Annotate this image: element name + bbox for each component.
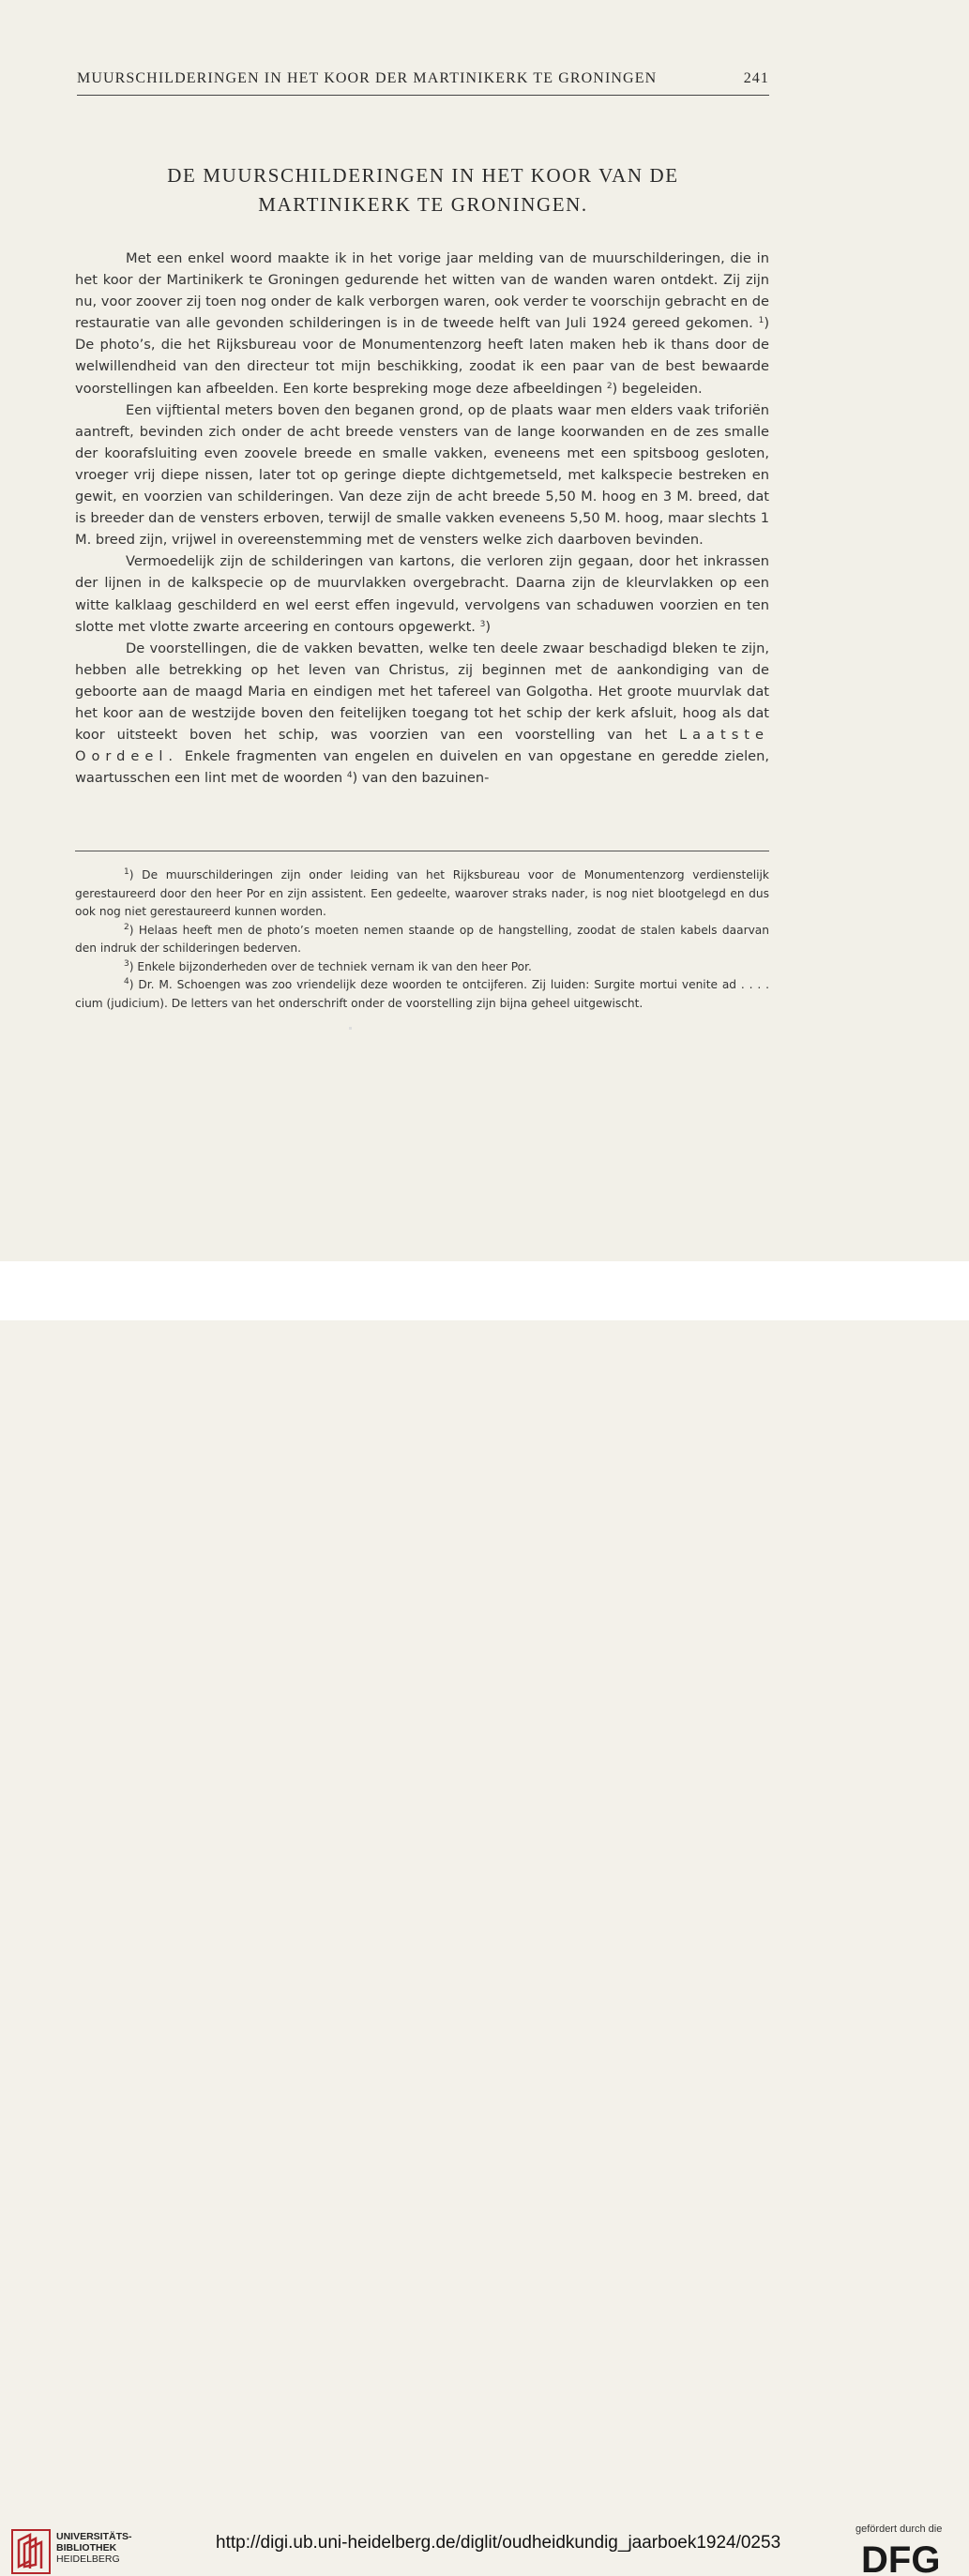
title-line-1: DE MUURSCHILDERINGEN IN HET KOOR VAN DE — [167, 164, 679, 187]
footnote-ref: 4 — [346, 771, 353, 781]
body-text — [75, 248, 769, 789]
page-number: 241 — [743, 70, 769, 86]
running-title: MUURSCHILDERINGEN IN HET KOOR DER MARTINIKERK TE GRONINGEN — [77, 70, 658, 86]
library-name: UNIVERSITÄTS- BIBLIOTHEK HEIDELBERG — [56, 2531, 132, 2565]
scan-speck — [349, 1027, 352, 1030]
scanned-page — [0, 0, 969, 1261]
footnote-3: $^3$) Enkele bijzonderheden over de techniek vernam ik van den heer Por. — [124, 958, 532, 973]
footnote-2: $^2$) Helaas heeft men de photo’s moeten nemen staande op de hangstelling, zoodat de stalen kabels daarvan den indruk der schilderingen bederven. — [75, 922, 769, 955]
article-title — [77, 161, 769, 219]
running-head — [77, 70, 769, 87]
dfg-logo-text: DFG — [861, 2540, 941, 2576]
footer-bar — [0, 1261, 969, 2576]
footnote-ref: 3 — [479, 619, 486, 629]
footnotes — [75, 866, 769, 1013]
footnote-ref: 2 — [606, 381, 613, 391]
library-logo-icon[interactable] — [11, 2529, 51, 2574]
footnote-ref: 1 — [758, 316, 765, 326]
source-url-link[interactable]: http://digi.ub.uni-heidelberg.de/diglit/oudheidkundig_jaarboek1924/0253 — [216, 2533, 781, 2553]
header-rule — [77, 95, 769, 96]
dfg-logo-icon[interactable] — [861, 2540, 957, 2576]
title-line-2: MARTINIKERK TE GRONINGEN. — [258, 193, 588, 216]
paragraph-3: Vermoedelijk zijn de schilderingen van kartons, die verloren zijn gegaan, door het inkrassen der lijnen in de kalkspecie op de muurvlakken overgebracht. Daarna zijn de kleurvlakken op een witte kalklaag geschilderd en wel eerst effen ingevuld, vervolgens van schaduwen voorzien en ten slotte met vlotte zwarte arceering en contours opgewerkt. $^3$) — [75, 553, 769, 635]
spaced-emphasis: Laatste Oordeel. — [75, 727, 769, 765]
paragraph-2: Een vijftiental meters boven den beganen grond, op de plaats waar men elders vaak triforiën aantreft, bevinden zich onder de acht breede vensters van de lange koorwanden en de zes smalle der koorafsluiting even zoovele breede en smalle vakken, eveneens met een spitsboog gesloten, vroeger vrij diepe nissen, later tot op geringe diepte dichtgemetseld, met kalkspecie bestreken en gewit, en voorzien van schilderingen. Van deze zijn de acht breede 5,50 M. hoog en 3 M. breed, dat is breeder dan de vensters erboven, terwijl de smalle vakken eveneens 5,50 M. hoog, maar slechts 1 M. breed zijn, vrijwel in overeenstemming met de vensters welke zich daarboven bevinden. — [75, 401, 769, 549]
footnote-1: $^1$) De muurschilderingen zijn onder leiding van het Rijksbureau voor de Monumentenzorg verdienstelijk gerestaureerd door den heer Por en zijn assistent. Een gedeelte, waarover straks nader, is nog niet blootgelegd en dus ook nog niet gerestaureerd kunnen worden. — [75, 867, 769, 918]
footnote-4: $^4$) Dr. M. Schoengen was zoo vriendelijk deze woorden te ontcijferen. Zij luiden: Surgite mortui venite ad . . . . cium (judicium). De letters van het onderschrift onder de voorstelling zijn bijna geheel uitgewischt. — [75, 977, 769, 1010]
paragraph-1: Met een enkel woord maakte ik in het vorige jaar melding van de muurschilderingen, die in het koor der Martinikerk te Groningen gedurende het witten van de wanden waren ontdekt. Zij zijn nu, voor zoover zij toen nog onder de kalk verborgen waren, ook verder te voorschijn gebracht en de restauratie van alle gevonden schilderingen is in de tweede helft van Juli 1924 gereed gekomen. $^1$) De photo’s, die het Rijksbureau voor de Monumentenzorg heeft laten maken heb ik thans door de welwillendheid van den directeur tot mijn beschikking, zoodat ik een paar van de best bewaarde voorstellingen kan afbeelden. Een korte bespreking moge deze afbeeldingen $^2$) begeleiden. — [75, 250, 770, 397]
paragraph-4: De voorstellingen, die de vakken bevatten, welke ten deele zwaar beschadigd bleken te zijn, hebben alle betrekking op het leven van Christus, zij beginnen met de aankondiging van de geboorte aan de maagd Maria en eindigen met het tafereel van Golgotha. Het groote muurvlak dat het koor aan de westzijde boven den feitelijken toegang tot het schip der kerk afsluit, hoog als dat koor uitsteekt boven het schip, was voorzien van een voorstelling van het Laatste Oordeel. Enkele fragmenten van engelen en duivelen en van opgestane en geredde zielen, waartusschen een lint met de woorden $^4$) van den bazuinen- — [75, 640, 769, 787]
funded-by-label: gefördert durch die — [855, 2523, 943, 2535]
